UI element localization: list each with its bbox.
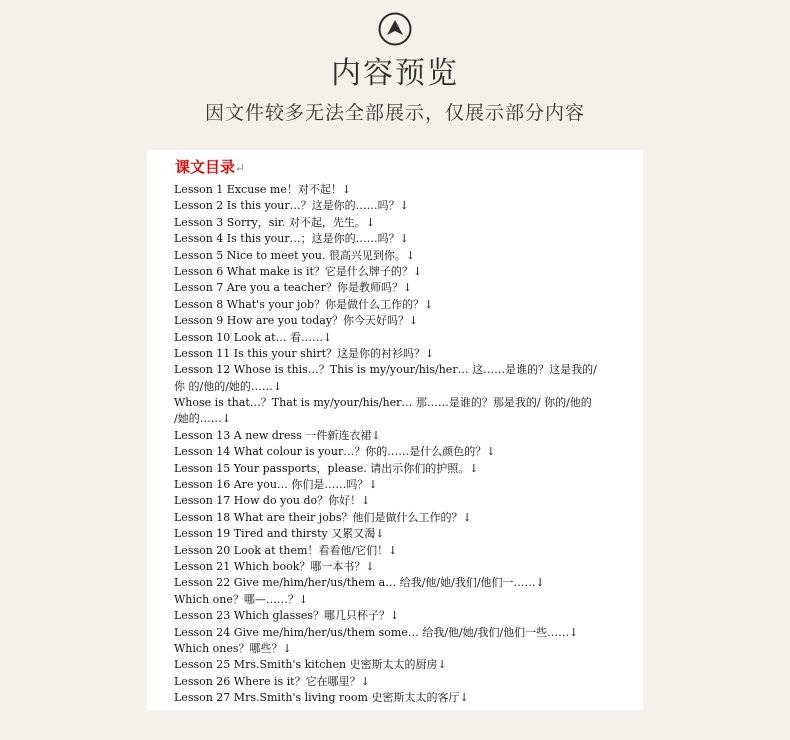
lesson-line: Lesson 6 What make is it？它是什么牌子的？↓	[174, 264, 423, 278]
document-title	[175, 156, 245, 177]
up-arrow-circle-icon[interactable]	[378, 12, 412, 46]
lesson-line: Lesson 24 Give me/him/her/us/them some… 给我/他/她/我们/他们一些……↓	[174, 625, 579, 639]
lesson-line: Which ones？哪些？↓	[174, 641, 292, 655]
lesson-line: Lesson 9 How are you today？你今天好吗？↓	[174, 314, 419, 328]
lesson-line: Lesson 15 Your passports，please. 请出示你们的护照。↓	[174, 461, 479, 475]
lesson-line: Lesson 4 Is this your…；这是你的……吗？↓	[174, 232, 409, 246]
lesson-line: 你 的/他的/她的……↓	[174, 379, 283, 393]
lesson-line: Lesson 19 Tired and thirsty 又累又渴↓	[174, 527, 385, 541]
lesson-line: Lesson 26 Where is it？它在哪里？↓	[174, 674, 370, 688]
lesson-line: Lesson 27 Mrs.Smith's living room 史密斯太太的客厅↓	[174, 691, 469, 705]
lesson-line: Lesson 12 Whose is this…？This is my/your/his/her… 这……是谁的？这是我的/	[174, 363, 597, 377]
lesson-line: Lesson 23 Which glasses？哪几只杯子？↓	[174, 609, 400, 623]
lesson-line: Lesson 1 Excuse me！对不起！↓	[174, 183, 352, 196]
lesson-line: Lesson 16 Are you… 你们是……吗？↓	[174, 478, 378, 492]
lesson-line: Lesson 22 Give me/him/her/us/them a… 给我/他/她/我们/他们一……↓	[174, 576, 545, 590]
document-title-text: 课文目录	[175, 158, 236, 176]
lesson-line: Lesson 14 What colour is your…？你的……是什么颜色的？↓	[174, 445, 496, 459]
lesson-line: Lesson 5 Nice to meet you. 很高兴见到你。↓	[174, 248, 416, 262]
paragraph-mark: ↵	[235, 161, 246, 175]
page-subtitle: 因文件较多无法全部展示，仅展示部分内容	[204, 102, 585, 124]
lesson-line: Lesson 8 What's your job？你是做什么工作的？↓	[174, 297, 434, 311]
lesson-line: Lesson 11 Is this your shirt？这是你的衬衫吗？↓	[174, 346, 435, 360]
lesson-line: Lesson 17 How do you do？你好！↓	[174, 494, 371, 508]
lesson-line: Lesson 18 What are their jobs？他们是做什么工作的？↓	[174, 510, 472, 524]
lesson-line: Lesson 10 Look at… 看……↓	[174, 330, 333, 344]
lesson-line: Lesson 21 Which book？哪一本书？↓	[174, 559, 375, 573]
page-title: 内容预览	[331, 56, 459, 91]
document-preview	[147, 150, 643, 710]
lesson-line: Which one？哪—……？↓	[174, 592, 309, 606]
lesson-list	[174, 182, 622, 707]
lesson-line: Lesson 20 Look at them！看看他/它们！↓	[174, 543, 398, 557]
lesson-line: Lesson 7 Are you a teacher？你是教师吗？↓	[174, 281, 413, 295]
lesson-line: Lesson 13 A new dress 一件新连衣裙↓	[174, 428, 381, 442]
lesson-line: Lesson 25 Mrs.Smith's kitchen 史密斯太太的厨房↓	[174, 658, 447, 672]
lesson-line: /她的……↓	[174, 412, 231, 426]
lesson-line: Lesson 2 Is this your…？这是你的……吗？↓	[174, 199, 409, 213]
lesson-line: Lesson 3 Sorry，sir. 对不起，先生。↓	[174, 215, 376, 229]
lesson-line: Whose is that…？That is my/your/his/her… 那……是谁的？那是我的/ 你的/他的	[174, 396, 592, 410]
